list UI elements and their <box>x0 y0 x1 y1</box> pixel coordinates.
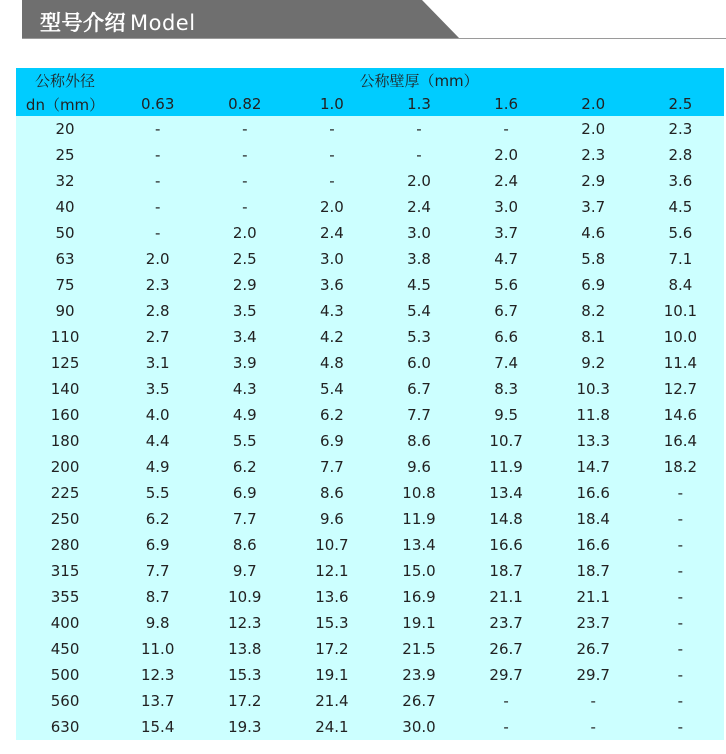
section-title <box>40 7 196 37</box>
thickness-cell: 9.7 <box>232 562 257 580</box>
thickness-cell: - <box>242 120 248 138</box>
thickness-cell: 13.6 <box>315 588 349 606</box>
table-row <box>16 714 724 740</box>
dn-header-label: 公称外径 <box>35 71 96 90</box>
thickness-cell: 2.3 <box>581 146 606 164</box>
thickness-cell: 5.5 <box>232 432 257 450</box>
thickness-cell: 2.8 <box>668 146 693 164</box>
thickness-cell: - <box>242 172 248 190</box>
table-row <box>16 220 724 246</box>
thickness-cell: - <box>677 718 684 736</box>
thickness-cell: 7.7 <box>145 562 170 580</box>
thickness-cell: 12.3 <box>140 666 175 684</box>
thickness-cell: 2.0 <box>494 146 519 164</box>
thickness-cell: 13.4 <box>489 484 523 502</box>
wall-thickness-header: 公称壁厚（mm） <box>359 71 479 90</box>
dn-cell: 20 <box>55 120 75 138</box>
thickness-cell: - <box>242 198 248 216</box>
table-row <box>16 506 724 532</box>
dn-cell: 50 <box>55 224 75 242</box>
section-banner <box>22 0 726 40</box>
thickness-cell: 5.4 <box>407 302 431 320</box>
table-row <box>16 116 724 142</box>
thickness-cell: 11.0 <box>140 640 175 658</box>
thickness-cell: 5.6 <box>668 224 693 242</box>
thickness-cell: 4.9 <box>145 458 170 476</box>
dn-cell: 225 <box>50 484 80 502</box>
thickness-cell: 16.4 <box>663 432 698 450</box>
thickness-cell: 9.2 <box>581 354 606 372</box>
dn-cell: 63 <box>55 250 75 268</box>
thickness-cell: 4.4 <box>145 432 170 450</box>
dn-cell: 450 <box>50 640 80 658</box>
dn-cell: 500 <box>50 666 80 684</box>
table-row <box>16 480 724 506</box>
thickness-cell: 8.6 <box>407 432 431 450</box>
thickness-cell: - <box>677 510 684 528</box>
thickness-column-header: 1.3 <box>407 95 431 113</box>
thickness-cell: 11.9 <box>489 458 523 476</box>
thickness-cell: 5.4 <box>319 380 344 398</box>
thickness-cell: - <box>590 692 596 710</box>
thickness-cell: - <box>329 146 335 164</box>
thickness-cell: - <box>242 146 248 164</box>
thickness-column-header: 2.5 <box>668 95 693 113</box>
dn-cell: 140 <box>50 380 80 398</box>
thickness-cell: 3.7 <box>581 198 606 216</box>
thickness-cell: 7.7 <box>232 510 257 528</box>
table-row <box>16 662 724 688</box>
dn-cell: 110 <box>50 328 80 346</box>
thickness-cell: 15.3 <box>315 614 349 632</box>
thickness-cell: 2.9 <box>581 172 606 190</box>
thickness-cell: 21.5 <box>402 640 436 658</box>
thickness-cell: 8.2 <box>581 302 606 320</box>
thickness-cell: 2.0 <box>232 224 257 242</box>
thickness-cell: - <box>590 718 596 736</box>
dn-cell: 125 <box>50 354 80 372</box>
thickness-cell: 26.7 <box>489 640 523 658</box>
thickness-cell: - <box>503 718 509 736</box>
thickness-cell: - <box>677 484 684 502</box>
thickness-cell: 9.6 <box>407 458 431 476</box>
thickness-cell: 2.7 <box>145 328 170 346</box>
dn-cell: 160 <box>50 406 80 424</box>
thickness-cell: 16.9 <box>402 588 436 606</box>
table-row <box>16 168 724 194</box>
thickness-cell: 12.1 <box>315 562 349 580</box>
thickness-cell: 5.5 <box>145 484 170 502</box>
thickness-cell: 13.7 <box>140 692 175 710</box>
thickness-cell: 30.0 <box>402 718 436 736</box>
thickness-cell: 6.2 <box>232 458 257 476</box>
table-row <box>16 376 724 402</box>
thickness-cell: 6.9 <box>581 276 606 294</box>
thickness-cell: 24.1 <box>315 718 349 736</box>
dn-cell: 250 <box>50 510 80 528</box>
thickness-cell: 2.4 <box>494 172 519 190</box>
thickness-cell: - <box>677 692 684 710</box>
dn-cell: 280 <box>50 536 80 554</box>
dn-cell: 32 <box>55 172 75 190</box>
thickness-cell: 8.6 <box>232 536 257 554</box>
thickness-cell: 16.6 <box>576 484 610 502</box>
thickness-cell: 7.4 <box>494 354 519 372</box>
thickness-cell: 2.4 <box>319 224 344 242</box>
thickness-cell: 21.4 <box>315 692 349 710</box>
thickness-cell: 18.7 <box>576 562 610 580</box>
thickness-cell: - <box>677 536 684 554</box>
thickness-cell: - <box>154 172 161 190</box>
thickness-cell: 5.3 <box>407 328 431 346</box>
thickness-cell: 2.0 <box>581 120 606 138</box>
thickness-cell: 17.2 <box>228 692 262 710</box>
thickness-cell: - <box>677 666 684 684</box>
thickness-cell: 19.1 <box>402 614 436 632</box>
thickness-cell: 6.9 <box>145 536 170 554</box>
thickness-cell: 4.8 <box>319 354 344 372</box>
thickness-cell: - <box>416 120 422 138</box>
thickness-cell: 14.6 <box>663 406 698 424</box>
section-title-en: Model <box>130 11 196 35</box>
thickness-cell: 7.7 <box>407 406 431 424</box>
dn-cell: 90 <box>55 302 75 320</box>
thickness-cell: 6.2 <box>319 406 344 424</box>
thickness-cell: 18.7 <box>489 562 523 580</box>
thickness-cell: 2.3 <box>668 120 693 138</box>
thickness-cell: 16.6 <box>576 536 610 554</box>
thickness-cell: - <box>503 692 509 710</box>
thickness-column-header: 1.6 <box>494 95 519 113</box>
thickness-cell: 19.1 <box>315 666 349 684</box>
thickness-cell: 17.2 <box>315 640 349 658</box>
table-row <box>16 584 724 610</box>
section-title-cn: 型号介绍 <box>40 11 126 35</box>
thickness-cell: 19.3 <box>228 718 262 736</box>
thickness-cell: 23.7 <box>489 614 523 632</box>
thickness-cell: 3.5 <box>232 302 257 320</box>
thickness-cell: 11.4 <box>663 354 698 372</box>
thickness-cell: - <box>154 224 161 242</box>
thickness-cell: 18.4 <box>576 510 610 528</box>
thickness-cell: 6.0 <box>407 354 431 372</box>
thickness-cell: 26.7 <box>402 692 436 710</box>
thickness-column-header: 2.0 <box>581 95 606 113</box>
thickness-cell: 10.9 <box>228 588 262 606</box>
thickness-cell: 2.0 <box>407 172 431 190</box>
thickness-cell: 4.0 <box>145 406 170 424</box>
table-row <box>16 454 724 480</box>
thickness-column-header: 0.63 <box>140 95 175 113</box>
thickness-cell: 3.1 <box>145 354 170 372</box>
thickness-cell: - <box>329 172 335 190</box>
thickness-cell: 6.9 <box>319 432 344 450</box>
thickness-cell: 3.4 <box>232 328 257 346</box>
thickness-cell: 21.1 <box>489 588 523 606</box>
table-row <box>16 558 724 584</box>
thickness-cell: 10.3 <box>576 380 610 398</box>
spec-table <box>16 68 724 740</box>
table-row <box>16 636 724 662</box>
thickness-cell: 4.6 <box>581 224 606 242</box>
table-row <box>16 272 724 298</box>
thickness-cell: 23.9 <box>402 666 436 684</box>
thickness-cell: 13.4 <box>402 536 436 554</box>
dn-cell: 40 <box>55 198 75 216</box>
thickness-cell: 10.7 <box>315 536 349 554</box>
thickness-cell: 13.3 <box>576 432 610 450</box>
dn-cell: 560 <box>50 692 80 710</box>
thickness-cell: 14.8 <box>489 510 523 528</box>
thickness-cell: 8.6 <box>319 484 344 502</box>
table-row <box>16 402 724 428</box>
thickness-column-header: 0.82 <box>228 95 262 113</box>
header-row-1 <box>16 68 724 92</box>
thickness-cell: 2.5 <box>232 250 257 268</box>
dn-cell: 200 <box>50 458 80 476</box>
thickness-cell: 3.0 <box>494 198 519 216</box>
thickness-cell: 7.1 <box>668 250 693 268</box>
thickness-cell: - <box>677 640 684 658</box>
dn-cell: 180 <box>50 432 80 450</box>
dn-unit-header: dn（mm） <box>25 95 105 114</box>
thickness-cell: 26.7 <box>576 640 610 658</box>
thickness-cell: 10.7 <box>489 432 523 450</box>
thickness-cell: 6.6 <box>494 328 519 346</box>
thickness-cell: 9.5 <box>494 406 519 424</box>
thickness-cell: 10.0 <box>663 328 698 346</box>
thickness-cell: 3.8 <box>407 250 431 268</box>
thickness-cell: 8.4 <box>668 276 693 294</box>
thickness-cell: - <box>677 614 684 632</box>
thickness-cell: 13.8 <box>228 640 262 658</box>
table-row <box>16 610 724 636</box>
thickness-cell: 11.8 <box>576 406 610 424</box>
thickness-cell: - <box>154 146 161 164</box>
thickness-cell: 23.7 <box>576 614 610 632</box>
thickness-cell: - <box>416 146 422 164</box>
thickness-cell: 3.5 <box>145 380 170 398</box>
dn-cell: 630 <box>50 718 80 736</box>
thickness-cell: - <box>677 588 684 606</box>
thickness-cell: 10.1 <box>663 302 698 320</box>
thickness-cell: 11.9 <box>402 510 436 528</box>
thickness-cell: 2.0 <box>319 198 344 216</box>
dn-cell: 25 <box>55 146 75 164</box>
thickness-cell: 4.7 <box>494 250 519 268</box>
thickness-cell: 2.8 <box>145 302 170 320</box>
thickness-cell: 6.7 <box>407 380 431 398</box>
thickness-cell: 15.3 <box>228 666 262 684</box>
dn-cell: 400 <box>50 614 80 632</box>
thickness-cell: - <box>677 562 684 580</box>
table-row <box>16 298 724 324</box>
thickness-cell: 18.2 <box>663 458 698 476</box>
table-body <box>16 116 724 740</box>
thickness-cell: 3.0 <box>319 250 344 268</box>
thickness-cell: 10.8 <box>402 484 436 502</box>
dn-cell: 315 <box>50 562 80 580</box>
table-row <box>16 246 724 272</box>
thickness-cell: 3.0 <box>407 224 431 242</box>
thickness-column-header: 1.0 <box>319 95 344 113</box>
thickness-cell: 3.6 <box>668 172 693 190</box>
thickness-cell: 29.7 <box>576 666 610 684</box>
thickness-cell: 14.7 <box>576 458 610 476</box>
thickness-cell: 8.7 <box>145 588 170 606</box>
thickness-cell: 21.1 <box>576 588 610 606</box>
thickness-cell: 15.4 <box>140 718 175 736</box>
thickness-cell: 4.5 <box>668 198 693 216</box>
table-row <box>16 194 724 220</box>
thickness-cell: 2.3 <box>145 276 170 294</box>
thickness-cell: 6.7 <box>494 302 519 320</box>
thickness-cell: 16.6 <box>489 536 523 554</box>
thickness-cell: - <box>154 198 161 216</box>
thickness-cell: 7.7 <box>319 458 344 476</box>
dn-cell: 355 <box>50 588 80 606</box>
thickness-cell: - <box>154 120 161 138</box>
thickness-cell: - <box>503 120 509 138</box>
thickness-cell: 12.3 <box>228 614 262 632</box>
table-row <box>16 142 724 168</box>
thickness-cell: 15.0 <box>402 562 436 580</box>
thickness-cell: 3.6 <box>319 276 344 294</box>
thickness-cell: 12.7 <box>663 380 698 398</box>
thickness-cell: 9.8 <box>145 614 170 632</box>
thickness-cell: 8.3 <box>494 380 519 398</box>
thickness-cell: 3.9 <box>232 354 257 372</box>
thickness-cell: 2.0 <box>145 250 170 268</box>
table-row <box>16 532 724 558</box>
table-row <box>16 428 724 454</box>
thickness-cell: 6.2 <box>145 510 170 528</box>
table-header <box>16 68 724 116</box>
dn-cell: 75 <box>55 276 75 294</box>
thickness-cell: 9.6 <box>319 510 344 528</box>
thickness-cell: 2.4 <box>407 198 431 216</box>
thickness-cell: 4.2 <box>319 328 344 346</box>
banner-underline <box>22 38 726 39</box>
thickness-cell: 2.9 <box>232 276 257 294</box>
thickness-cell: 5.8 <box>581 250 606 268</box>
header-row-2 <box>16 92 724 116</box>
thickness-cell: 4.3 <box>232 380 257 398</box>
thickness-cell: 4.9 <box>232 406 257 424</box>
thickness-cell: 3.7 <box>494 224 519 242</box>
thickness-cell: 8.1 <box>581 328 606 346</box>
thickness-cell: 4.3 <box>319 302 344 320</box>
table-row <box>16 324 724 350</box>
thickness-cell: 5.6 <box>494 276 519 294</box>
thickness-cell: - <box>329 120 335 138</box>
thickness-cell: 29.7 <box>489 666 523 684</box>
table-row <box>16 688 724 714</box>
table-row <box>16 350 724 376</box>
thickness-cell: 4.5 <box>407 276 431 294</box>
thickness-cell: 6.9 <box>232 484 257 502</box>
